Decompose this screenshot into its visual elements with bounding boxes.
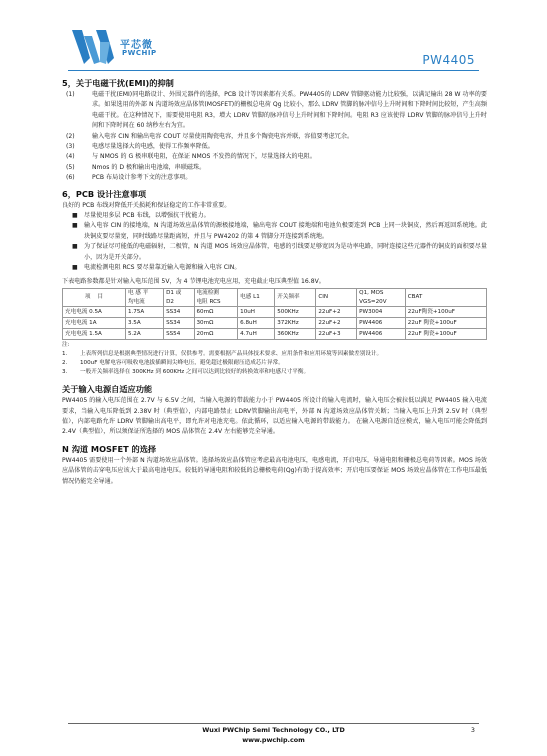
table-header-cell: 电 感 平 均电流 — [125, 288, 163, 306]
bullet-square-icon: ■ — [72, 264, 78, 272]
list-item — [62, 173, 487, 183]
list-number: (3) — [66, 143, 75, 151]
table-cell: 22uF+2 — [316, 307, 357, 318]
bullet-square-icon: ■ — [72, 222, 78, 230]
list-item — [62, 132, 487, 142]
list-text: Nmos 的 D 极和输出电池端，串联磁珠。 — [92, 163, 206, 171]
table-cell: 22uF+3 — [316, 329, 357, 340]
list-number: (1) — [66, 91, 75, 98]
table-notes — [62, 341, 487, 377]
table-cell: 22uF 陶瓷+100uF — [405, 318, 486, 329]
bullet-item — [62, 242, 487, 263]
table-cell: 6.8uH — [238, 318, 275, 329]
table-row — [63, 329, 487, 340]
parameter-table — [62, 288, 487, 340]
bullet-item — [62, 221, 487, 242]
section-emi-title: 5，关于电磁干扰(EMI)的抑制 — [62, 78, 174, 88]
brand-english-name: PWCHIP — [122, 49, 157, 57]
table-header-cell: 电感 L1 — [238, 288, 275, 306]
header-divider — [68, 70, 479, 71]
table-cell: 充电电流 1.5A — [63, 329, 126, 340]
section-pcb-title: 6，PCB 设计注意事项 — [62, 188, 147, 199]
table-cell: 22uF陶瓷+100uF — [405, 307, 486, 318]
list-text: 电磁干扰(EMI)同电路设计、外围元器件的选择，PCB 设计等因素都有关系。PW4405的 LDRV 管脚驱动能力比较强，以满足输出 28 W 功率的要求。如果选用的外部 N 沟道场效应晶体管(MOSFET)的栅极总电荷 Qg 比较小，那么 LDRV 管脚的脉冲信号上升时间和下降时间比较短，产生高频电磁干扰。在这种情况下，需要使用电阻 R3，增大 LDRV 管脚的脉冲信号上升时间和下降时间。电阻 R3 应该使得 LDRV 管脚的脉冲信号上升时间和下降时间在 60 纳秒左右为宜。 — [92, 91, 487, 130]
table-cell: PW4406 — [357, 329, 406, 340]
table-cell: 500KHz — [275, 307, 316, 318]
section-emi-list — [62, 90, 487, 184]
note-number: 2. — [62, 360, 68, 367]
table-header-cell: CBAT — [405, 288, 486, 306]
brand-chinese-name: 平芯微 — [120, 40, 153, 51]
bullet-square-icon: ■ — [72, 212, 78, 220]
page-number: 3 — [470, 726, 475, 734]
note-text: 100uF 电解电容可吸收电池拔插瞬间尖峰电压，避免超过极限耐压造成芯片异常。 — [80, 360, 284, 367]
pwchip-logo-icon — [70, 28, 120, 66]
table-cell: 10uH — [238, 307, 275, 318]
list-number: (4) — [66, 153, 75, 161]
list-item — [62, 163, 487, 173]
table-cell: 20mΩ — [194, 329, 238, 340]
table-cell: 充电电流 1A — [63, 318, 126, 329]
bullet-text: 电流检测电阻 RCS 要尽量靠近输入电源和输入电容 CIN。 — [84, 264, 241, 272]
bullet-text: 输入电容 CIN 的接地端，N 沟道场效应晶体管的源极接地端，输出电容 COUT 接地端和电池负极要连到 PCB 上同一块铜皮，然后再返回系统地。此块铜皮要尽量宽，同时线路尽量距离短，并且与 PW4202 的第 4 管脚分开连接到系统地。 — [84, 222, 487, 240]
table-cell: 360KHz — [275, 329, 316, 340]
table-cell: 1.75A — [125, 307, 163, 318]
bullet-square-icon: ■ — [72, 243, 78, 251]
list-item — [62, 90, 487, 132]
footer-divider — [68, 723, 479, 724]
table-header-cell: 电流检测 电阻 RCS — [194, 288, 238, 306]
section-mos-text: PW4405 需要使用一个外部 N 沟道场效应晶体管。选择场效应晶体管应考虑最高电池电压，电感电流，开启电压，导通电阻和栅极总电荷等因素。MOS 场效应晶体管的击穿电压应该大于最高电池电压。较低的导通电阻和较低的总栅极电荷(Qg)有助于提高效率；开启电压要保证 MOS 场效应晶体管在工作电压最低情况仍能完全导通。 — [62, 456, 487, 485]
table-cell: 充电电流 0.5A — [63, 307, 126, 318]
table-cell: PW3004 — [357, 307, 406, 318]
section-mos-title: N 沟道 MOSFET 的选择 — [62, 443, 157, 454]
table-cell: 22uF 陶瓷+100uF — [405, 329, 486, 340]
note-text: 上表所列信息是根据典型情况进行计算，仅供参考。需要根据产品具体技术要求、应用条件和应用环境等因素做差别设计。 — [80, 351, 383, 358]
bullet-item — [62, 263, 487, 273]
table-cell: SS34 — [164, 307, 194, 318]
note-item — [62, 359, 487, 368]
table-row — [63, 307, 487, 318]
table-cell: SS54 — [164, 329, 194, 340]
list-item — [62, 152, 487, 162]
table-header-cell: 开关频率 — [275, 288, 316, 306]
list-text: 电感尽量选择大的电感，使得工作频率降低。 — [92, 143, 214, 151]
table-cell: 372KHz — [275, 318, 316, 329]
table-cell: 4.7uH — [238, 329, 275, 340]
list-text: PCB 布局设计参考下文的注意事项。 — [92, 174, 192, 182]
table-cell: PW4406 — [357, 318, 406, 329]
list-text: 输入电容 CIN 和输出电容 COUT 尽量使用陶瓷电容，并且多个陶瓷电容并联，容值要考虑冗余。 — [92, 132, 354, 140]
table-header-cell: D1 或 D2 — [164, 288, 194, 306]
section-pcb-bullets — [62, 211, 487, 273]
model-number: PW4405 — [422, 53, 475, 67]
section-input-text: PW4405 的输入电压范围在 2.7V 与 6.5V 之间，当输入电源的带载能力小于 PW4405 所设计的输入电流时，输入电压会被拉低以满足 PW4405 输入电流要求，当输入电压降低到 2.38V 时（典型值），内部电路禁止 LDRV管脚输出高电平，外部 N 沟道场效应晶体管关断；当输入电压上升到 2.5V 时（典型值），内部电路允许 LDRV 管脚输出高电平，即允许对电池充电。依此循环，以适应输入电源的带载能力。 在输入电源自适应模式，输入电压可能会降低到 2.4V（典型值），所以须保证所选择的 MOS 晶体管在 2.4V 左右能够完全导通。 — [62, 397, 487, 436]
note-number: 3. — [62, 369, 68, 376]
table-cell: 22uF+2 — [316, 318, 357, 329]
list-number: (5) — [66, 163, 75, 171]
table-cell: SS34 — [164, 318, 194, 329]
table-cell: 5.2A — [125, 329, 163, 340]
section-input-title: 关于输入电源自适应功能 — [62, 384, 153, 395]
table-header-cell: 项 目 — [63, 288, 126, 306]
note-item — [62, 350, 487, 359]
note-item — [62, 368, 487, 377]
list-text: 与 NMOS 的 G 极串联电阻，在保证 NMOS 不发热的情况下，尽量选择大的电阻。 — [92, 153, 316, 161]
list-item — [62, 142, 487, 152]
table-header-row — [63, 288, 487, 306]
section-pcb-intro: 良好的 PCB 布线对降低开关损耗和保证稳定的工作非常重要。 — [62, 201, 231, 209]
notes-label: 注: — [62, 342, 70, 349]
page-header — [0, 0, 547, 82]
table-header-cell: CIN — [316, 288, 357, 306]
list-number: (2) — [66, 132, 75, 140]
footer-company: Wuxi PWChip Semi Technology CO., LTD — [202, 726, 345, 734]
table-cell: 60mΩ — [194, 307, 238, 318]
bullet-text: 尽量使用多层 PCB 布线，以增强抗干扰能力。 — [84, 212, 210, 220]
page-content — [62, 77, 487, 487]
table-cell: 3.5A — [125, 318, 163, 329]
table-cell: 30mΩ — [194, 318, 238, 329]
bullet-text: 为了保证尽可能低的电磁辐射，二极管，N 沟道 MOS 场效应晶体管，电感的引线要足够宽因为是功率电路，同时连接这些元器件的铜皮的面积要尽量小，因为是开关部分。 — [84, 243, 487, 261]
bullet-item — [62, 211, 487, 221]
note-number: 1. — [62, 351, 68, 358]
table-intro: 下表电路参数都是针对输入电压范围 5V，为 4 节锂电池充电应用，充电截止电压典型值 16.8V。 — [62, 277, 325, 285]
footer-website: www.pwchip.com — [242, 736, 305, 744]
list-number: (6) — [66, 174, 75, 182]
table-row — [63, 318, 487, 329]
table-header-cell: Q1, MOS VGS=20V — [357, 288, 406, 306]
note-text: 一般开关频率选择在 300KHz 到 600KHz 之间可以达到比较好的转换效率和电感尺寸平衡。 — [80, 369, 310, 376]
